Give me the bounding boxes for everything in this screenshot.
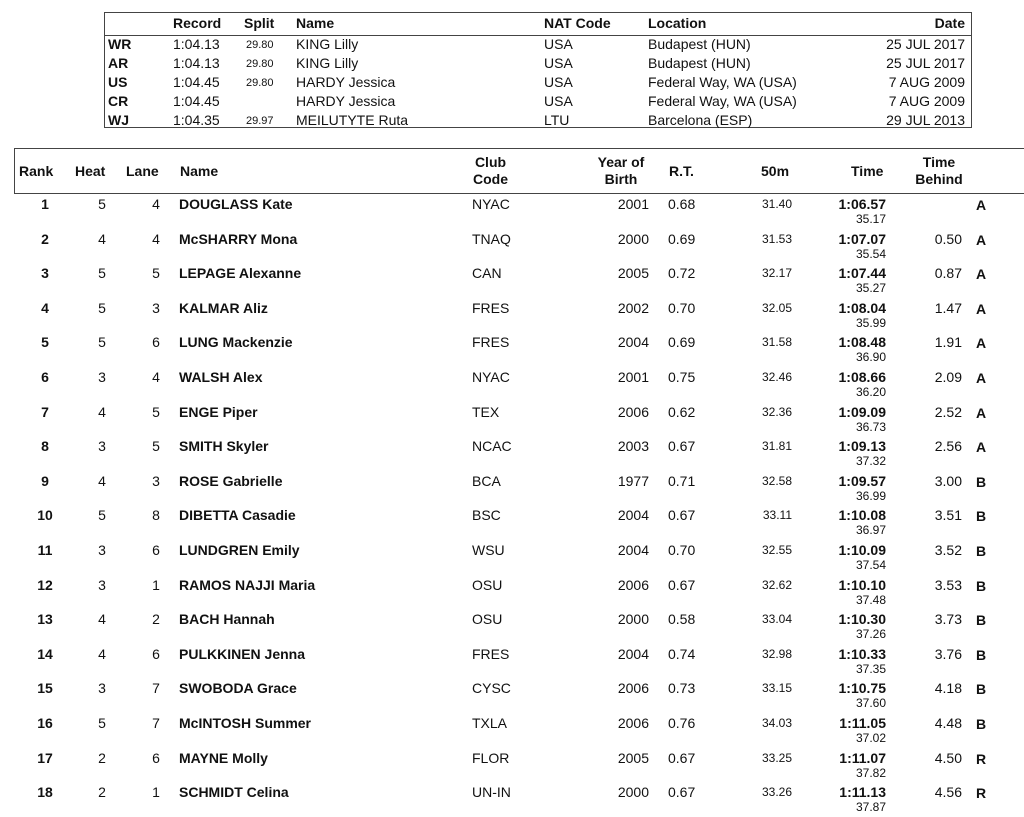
result-time-behind: 4.50 bbox=[934, 749, 962, 766]
record-name: KING Lilly bbox=[296, 36, 359, 52]
result-final-code: B bbox=[976, 612, 987, 629]
result-time-behind: 2.09 bbox=[934, 369, 962, 385]
result-name: SMITH Skyler bbox=[179, 438, 269, 455]
result-lane: 6 bbox=[152, 645, 160, 662]
result-rank: 12 bbox=[37, 576, 53, 593]
result-lane: 7 bbox=[152, 715, 160, 731]
result-second-split: 37.48 bbox=[855, 592, 886, 607]
result-row bbox=[0, 713, 1024, 748]
result-name: DIBETTA Casadie bbox=[179, 507, 296, 524]
record-time: 1:04.35 bbox=[173, 112, 220, 128]
result-time: 1:06.57 bbox=[838, 196, 886, 212]
record-row bbox=[105, 74, 971, 93]
result-heat: 3 bbox=[98, 542, 106, 558]
result-reaction-time: 0.69 bbox=[668, 230, 696, 247]
result-50m-split: 31.40 bbox=[761, 197, 792, 211]
result-reaction-time: 0.62 bbox=[668, 403, 696, 420]
result-second-split: 36.97 bbox=[855, 523, 886, 538]
result-yob: 2006 bbox=[617, 576, 649, 593]
result-time-behind: 3.51 bbox=[934, 507, 962, 524]
result-row bbox=[0, 678, 1024, 713]
result-lane: 5 bbox=[152, 438, 160, 455]
result-heat: 3 bbox=[98, 438, 106, 455]
result-reaction-time: 0.71 bbox=[668, 472, 696, 489]
record-time: 1:04.45 bbox=[173, 93, 220, 109]
result-row bbox=[0, 436, 1024, 471]
record-row bbox=[105, 93, 971, 112]
result-yob: 2000 bbox=[617, 230, 649, 247]
result-row bbox=[0, 540, 1024, 575]
record-code: CR bbox=[108, 93, 129, 109]
result-club: TEX bbox=[472, 403, 500, 420]
record-nat: USA bbox=[544, 36, 573, 52]
result-lane: 3 bbox=[152, 472, 160, 489]
result-lane: 6 bbox=[152, 542, 160, 558]
record-location: Federal Way, WA (USA) bbox=[648, 93, 797, 109]
result-rank: 1 bbox=[41, 196, 49, 212]
result-time-behind: 1.47 bbox=[934, 299, 962, 316]
result-50m-split: 34.03 bbox=[761, 716, 792, 730]
record-split: 29.80 bbox=[246, 58, 274, 70]
result-lane: 6 bbox=[152, 749, 160, 766]
result-rank: 7 bbox=[41, 403, 49, 420]
result-lane: 8 bbox=[152, 507, 160, 524]
result-final-code: R bbox=[976, 750, 987, 767]
result-lane: 7 bbox=[152, 680, 160, 697]
record-date: 7 AUG 2009 bbox=[888, 74, 965, 90]
header-club-line1: Club bbox=[474, 154, 507, 170]
result-time-behind: 0.50 bbox=[934, 230, 962, 247]
records-header bbox=[105, 13, 971, 36]
result-row bbox=[0, 229, 1024, 264]
header-time: Time bbox=[851, 163, 884, 179]
header-behind-line2: Behind bbox=[915, 171, 963, 187]
records-header-record: Record bbox=[173, 15, 222, 31]
result-yob: 2000 bbox=[617, 611, 649, 628]
result-row bbox=[0, 471, 1024, 506]
result-time: 1:09.57 bbox=[838, 472, 886, 489]
result-yob: 1977 bbox=[617, 472, 649, 489]
result-rank: 18 bbox=[37, 784, 53, 801]
record-date: 25 JUL 2017 bbox=[886, 55, 965, 71]
result-time: 1:07.07 bbox=[838, 230, 886, 247]
result-club: NYAC bbox=[472, 369, 510, 385]
result-rank: 13 bbox=[37, 611, 53, 628]
header-behind bbox=[911, 154, 967, 188]
record-code: AR bbox=[108, 55, 129, 71]
result-second-split: 36.73 bbox=[855, 419, 886, 434]
result-rank: 15 bbox=[37, 680, 53, 697]
result-reaction-time: 0.69 bbox=[668, 334, 696, 351]
result-heat: 4 bbox=[98, 230, 106, 247]
result-heat: 5 bbox=[98, 196, 106, 212]
result-heat: 3 bbox=[98, 576, 106, 593]
result-50m-split: 33.15 bbox=[761, 681, 792, 696]
result-yob: 2004 bbox=[617, 645, 649, 662]
result-row bbox=[0, 609, 1024, 644]
result-name: LUNDGREN Emily bbox=[179, 542, 300, 558]
result-final-code: R bbox=[976, 785, 987, 802]
header-name: Name bbox=[180, 163, 219, 179]
record-name: HARDY Jessica bbox=[296, 93, 396, 109]
results-header bbox=[14, 148, 1024, 194]
result-yob: 2004 bbox=[617, 334, 649, 351]
result-final-code: A bbox=[976, 266, 987, 283]
result-row bbox=[0, 575, 1024, 610]
result-row bbox=[0, 298, 1024, 333]
records-header-date: Date bbox=[934, 15, 965, 31]
result-lane: 5 bbox=[152, 403, 160, 420]
result-time: 1:11.05 bbox=[839, 715, 886, 731]
result-yob: 2005 bbox=[617, 265, 649, 282]
result-second-split: 36.99 bbox=[855, 488, 886, 503]
result-time: 1:09.09 bbox=[838, 403, 886, 420]
result-second-split: 37.02 bbox=[855, 731, 886, 745]
result-50m-split: 31.53 bbox=[761, 231, 792, 246]
result-lane: 4 bbox=[152, 369, 160, 385]
result-lane: 3 bbox=[152, 299, 160, 316]
result-rank: 10 bbox=[37, 507, 53, 524]
result-yob: 2000 bbox=[617, 784, 649, 801]
result-reaction-time: 0.67 bbox=[668, 784, 696, 801]
record-location: Budapest (HUN) bbox=[648, 36, 751, 52]
result-time-behind: 0.87 bbox=[934, 265, 962, 282]
record-location: Budapest (HUN) bbox=[648, 55, 751, 71]
result-second-split: 35.54 bbox=[855, 246, 886, 261]
result-name: LEPAGE Alexanne bbox=[179, 265, 302, 282]
result-time-behind: 2.56 bbox=[934, 438, 962, 455]
record-row bbox=[105, 36, 971, 55]
result-50m-split: 32.17 bbox=[761, 266, 792, 281]
result-lane: 2 bbox=[152, 611, 160, 628]
result-row bbox=[0, 644, 1024, 679]
result-heat: 5 bbox=[98, 507, 106, 524]
result-club: TXLA bbox=[472, 715, 508, 731]
result-heat: 2 bbox=[98, 784, 106, 801]
record-split: 29.97 bbox=[246, 115, 274, 127]
result-yob: 2001 bbox=[617, 369, 649, 385]
records-header-location: Location bbox=[648, 15, 707, 31]
result-time-behind: 3.00 bbox=[934, 472, 962, 489]
result-50m-split: 33.26 bbox=[761, 785, 792, 800]
record-name: HARDY Jessica bbox=[296, 74, 396, 90]
result-time: 1:09.13 bbox=[838, 438, 886, 455]
result-club: FRES bbox=[472, 299, 510, 316]
result-rank: 4 bbox=[41, 299, 49, 316]
result-reaction-time: 0.76 bbox=[668, 715, 696, 731]
result-time-behind: 4.48 bbox=[934, 715, 962, 731]
result-time: 1:10.08 bbox=[838, 507, 886, 524]
result-yob: 2006 bbox=[617, 680, 649, 697]
record-nat: USA bbox=[544, 74, 573, 90]
result-final-code: A bbox=[976, 439, 987, 456]
result-second-split: 35.99 bbox=[855, 315, 886, 330]
result-time: 1:10.09 bbox=[838, 542, 886, 558]
result-50m-split: 32.62 bbox=[761, 577, 792, 592]
result-name: PULKKINEN Jenna bbox=[179, 645, 306, 662]
result-name: LUNG Mackenzie bbox=[179, 334, 293, 351]
result-second-split: 36.90 bbox=[855, 350, 886, 365]
header-yob-line2: Birth bbox=[604, 171, 638, 187]
result-reaction-time: 0.75 bbox=[668, 369, 696, 385]
result-club: FRES bbox=[472, 645, 510, 662]
record-date: 25 JUL 2017 bbox=[886, 36, 965, 52]
result-time: 1:10.10 bbox=[838, 576, 886, 593]
result-rank: 8 bbox=[41, 438, 49, 455]
result-reaction-time: 0.68 bbox=[668, 196, 696, 212]
result-reaction-time: 0.67 bbox=[668, 749, 696, 766]
record-date: 29 JUL 2013 bbox=[886, 112, 965, 128]
result-time: 1:08.66 bbox=[838, 369, 886, 385]
result-50m-split: 32.58 bbox=[761, 473, 792, 488]
result-second-split: 37.82 bbox=[855, 765, 886, 780]
record-split: 29.80 bbox=[246, 77, 274, 89]
result-reaction-time: 0.67 bbox=[668, 507, 696, 524]
result-name: McINTOSH Summer bbox=[179, 715, 311, 731]
header-yob bbox=[593, 154, 649, 188]
result-club: UN-IN bbox=[472, 784, 511, 801]
header-50m: 50m bbox=[761, 163, 790, 179]
result-heat: 4 bbox=[98, 611, 106, 628]
result-reaction-time: 0.74 bbox=[668, 645, 696, 662]
result-final-code: A bbox=[976, 404, 987, 421]
result-name: MAYNE Molly bbox=[179, 749, 268, 766]
record-code: WJ bbox=[108, 112, 129, 128]
result-heat: 2 bbox=[98, 749, 106, 766]
result-50m-split: 32.05 bbox=[761, 300, 792, 315]
result-time: 1:10.30 bbox=[838, 611, 886, 628]
result-club: NCAC bbox=[472, 438, 512, 455]
record-time: 1:04.13 bbox=[173, 36, 220, 52]
result-final-code: B bbox=[976, 681, 987, 698]
result-time-behind: 2.52 bbox=[934, 403, 962, 420]
result-reaction-time: 0.70 bbox=[668, 542, 696, 558]
record-location: Barcelona (ESP) bbox=[648, 112, 753, 128]
record-nat: USA bbox=[544, 55, 573, 71]
result-lane: 4 bbox=[152, 230, 160, 247]
result-second-split: 37.54 bbox=[855, 558, 886, 572]
record-time: 1:04.13 bbox=[173, 55, 220, 71]
result-time: 1:08.48 bbox=[838, 334, 886, 351]
result-final-code: A bbox=[976, 335, 987, 352]
result-lane: 5 bbox=[152, 265, 160, 282]
result-final-code: A bbox=[976, 300, 987, 317]
record-row bbox=[105, 55, 971, 74]
result-time-behind: 3.52 bbox=[934, 542, 962, 558]
result-time: 1:08.04 bbox=[838, 299, 886, 316]
result-final-code: B bbox=[976, 716, 987, 732]
result-yob: 2003 bbox=[617, 438, 649, 455]
result-club: BCA bbox=[472, 472, 501, 489]
result-50m-split: 32.46 bbox=[761, 370, 792, 384]
result-time: 1:11.13 bbox=[839, 784, 886, 801]
result-reaction-time: 0.67 bbox=[668, 438, 696, 455]
result-time-behind: 4.56 bbox=[934, 784, 962, 801]
result-club: FLOR bbox=[472, 749, 510, 766]
records-header-split: Split bbox=[244, 15, 275, 31]
result-name: SCHMIDT Celina bbox=[179, 784, 289, 801]
result-name: BACH Hannah bbox=[179, 611, 275, 628]
result-club: CAN bbox=[472, 265, 502, 282]
result-rank: 9 bbox=[41, 472, 49, 489]
record-location: Federal Way, WA (USA) bbox=[648, 74, 797, 90]
result-row bbox=[0, 367, 1024, 402]
result-heat: 5 bbox=[98, 715, 106, 731]
result-heat: 3 bbox=[98, 369, 106, 385]
result-row bbox=[0, 194, 1024, 229]
result-50m-split: 33.25 bbox=[761, 750, 792, 765]
result-lane: 6 bbox=[152, 334, 160, 351]
result-reaction-time: 0.73 bbox=[668, 680, 696, 697]
result-time-behind: 3.76 bbox=[934, 645, 962, 662]
result-time: 1:10.75 bbox=[838, 680, 886, 697]
result-second-split: 37.26 bbox=[855, 627, 886, 642]
result-yob: 2006 bbox=[617, 715, 649, 731]
result-yob: 2004 bbox=[617, 507, 649, 524]
result-lane: 1 bbox=[152, 576, 160, 593]
header-behind-line1: Time bbox=[922, 154, 956, 170]
result-rank: 5 bbox=[41, 334, 49, 351]
result-second-split: 37.60 bbox=[855, 696, 886, 711]
result-yob: 2006 bbox=[617, 403, 649, 420]
result-lane: 1 bbox=[152, 784, 160, 801]
result-club: BSC bbox=[472, 507, 501, 524]
result-name: RAMOS NAJJI Maria bbox=[179, 576, 316, 593]
records-header-nat: NAT Code bbox=[544, 15, 611, 31]
result-heat: 5 bbox=[98, 334, 106, 351]
header-club-line2: Code bbox=[473, 171, 508, 187]
result-50m-split: 31.58 bbox=[761, 335, 792, 350]
result-second-split: 36.20 bbox=[855, 385, 886, 399]
result-rank: 14 bbox=[37, 645, 53, 662]
header-rank: Rank bbox=[19, 163, 54, 179]
result-heat: 5 bbox=[98, 265, 106, 282]
result-time: 1:10.33 bbox=[838, 645, 886, 662]
result-club: WSU bbox=[472, 542, 505, 558]
result-name: KALMAR Aliz bbox=[179, 299, 268, 316]
record-code: WR bbox=[108, 36, 132, 52]
result-second-split: 37.87 bbox=[855, 800, 886, 815]
result-row bbox=[0, 748, 1024, 783]
result-name: WALSH Alex bbox=[179, 369, 263, 385]
result-lane: 4 bbox=[152, 196, 160, 212]
record-nat: USA bbox=[544, 93, 573, 109]
records-header-name: Name bbox=[296, 15, 335, 31]
result-heat: 5 bbox=[98, 299, 106, 316]
result-yob: 2001 bbox=[617, 196, 649, 212]
result-time-behind: 3.53 bbox=[934, 576, 962, 593]
header-club bbox=[473, 154, 508, 188]
result-rank: 11 bbox=[37, 542, 53, 558]
record-split: 29.80 bbox=[246, 39, 274, 51]
records-table bbox=[104, 12, 972, 128]
record-name: MEILUTYTE Ruta bbox=[296, 112, 409, 128]
result-row bbox=[0, 332, 1024, 367]
result-club: TNAQ bbox=[472, 230, 511, 247]
record-row bbox=[105, 112, 971, 131]
result-final-code: B bbox=[976, 473, 987, 490]
record-time: 1:04.45 bbox=[173, 74, 220, 90]
result-name: McSHARRY Mona bbox=[179, 230, 298, 247]
result-rank: 17 bbox=[37, 749, 53, 766]
result-reaction-time: 0.72 bbox=[668, 265, 696, 282]
result-final-code: A bbox=[976, 197, 987, 213]
result-reaction-time: 0.70 bbox=[668, 299, 696, 316]
result-reaction-time: 0.67 bbox=[668, 576, 696, 593]
record-name: KING Lilly bbox=[296, 55, 359, 71]
result-name: DOUGLASS Kate bbox=[179, 196, 293, 212]
result-rank: 16 bbox=[37, 715, 53, 731]
result-50m-split: 33.04 bbox=[761, 612, 792, 627]
result-club: OSU bbox=[472, 576, 503, 593]
result-rank: 3 bbox=[41, 265, 49, 282]
result-50m-split: 31.81 bbox=[761, 439, 792, 454]
result-club: NYAC bbox=[472, 196, 510, 212]
result-club: FRES bbox=[472, 334, 510, 351]
result-rank: 6 bbox=[41, 369, 49, 385]
result-row bbox=[0, 505, 1024, 540]
result-second-split: 37.35 bbox=[855, 661, 886, 676]
result-final-code: B bbox=[976, 508, 987, 525]
result-time-behind: 4.18 bbox=[934, 680, 962, 697]
result-final-code: B bbox=[976, 543, 987, 559]
result-club: CYSC bbox=[472, 680, 511, 697]
record-date: 7 AUG 2009 bbox=[888, 93, 965, 109]
result-heat: 4 bbox=[98, 645, 106, 662]
result-second-split: 35.17 bbox=[855, 212, 886, 226]
result-name: SWOBODA Grace bbox=[179, 680, 297, 697]
header-rt: R.T. bbox=[669, 163, 694, 179]
result-50m-split: 32.36 bbox=[761, 404, 792, 419]
result-yob: 2005 bbox=[617, 749, 649, 766]
result-heat: 4 bbox=[98, 472, 106, 489]
result-time: 1:11.07 bbox=[839, 749, 886, 766]
header-yob-line1: Year of bbox=[597, 154, 645, 170]
result-final-code: B bbox=[976, 577, 987, 594]
result-club: OSU bbox=[472, 611, 503, 628]
result-yob: 2002 bbox=[617, 299, 649, 316]
header-lane: Lane bbox=[126, 163, 159, 179]
result-row bbox=[0, 402, 1024, 437]
result-second-split: 37.32 bbox=[855, 454, 886, 469]
result-50m-split: 33.11 bbox=[762, 508, 792, 523]
result-yob: 2004 bbox=[617, 542, 649, 558]
result-final-code: A bbox=[976, 231, 987, 248]
result-final-code: B bbox=[976, 646, 987, 663]
result-heat: 4 bbox=[98, 403, 106, 420]
result-time-behind: 3.73 bbox=[934, 611, 962, 628]
result-heat: 3 bbox=[98, 680, 106, 697]
result-row bbox=[0, 263, 1024, 298]
result-name: ENGE Piper bbox=[179, 403, 258, 420]
result-name: ROSE Gabrielle bbox=[179, 472, 283, 489]
result-second-split: 35.27 bbox=[855, 281, 886, 296]
result-50m-split: 32.55 bbox=[761, 543, 792, 557]
result-50m-split: 32.98 bbox=[761, 646, 792, 661]
record-code: US bbox=[108, 74, 128, 90]
record-nat: LTU bbox=[544, 112, 570, 128]
result-row bbox=[0, 782, 1024, 817]
header-heat: Heat bbox=[75, 163, 106, 179]
result-reaction-time: 0.58 bbox=[668, 611, 696, 628]
result-time: 1:07.44 bbox=[838, 265, 886, 282]
result-time-behind: 1.91 bbox=[934, 334, 962, 351]
result-rank: 2 bbox=[41, 230, 49, 247]
result-final-code: A bbox=[976, 370, 987, 386]
